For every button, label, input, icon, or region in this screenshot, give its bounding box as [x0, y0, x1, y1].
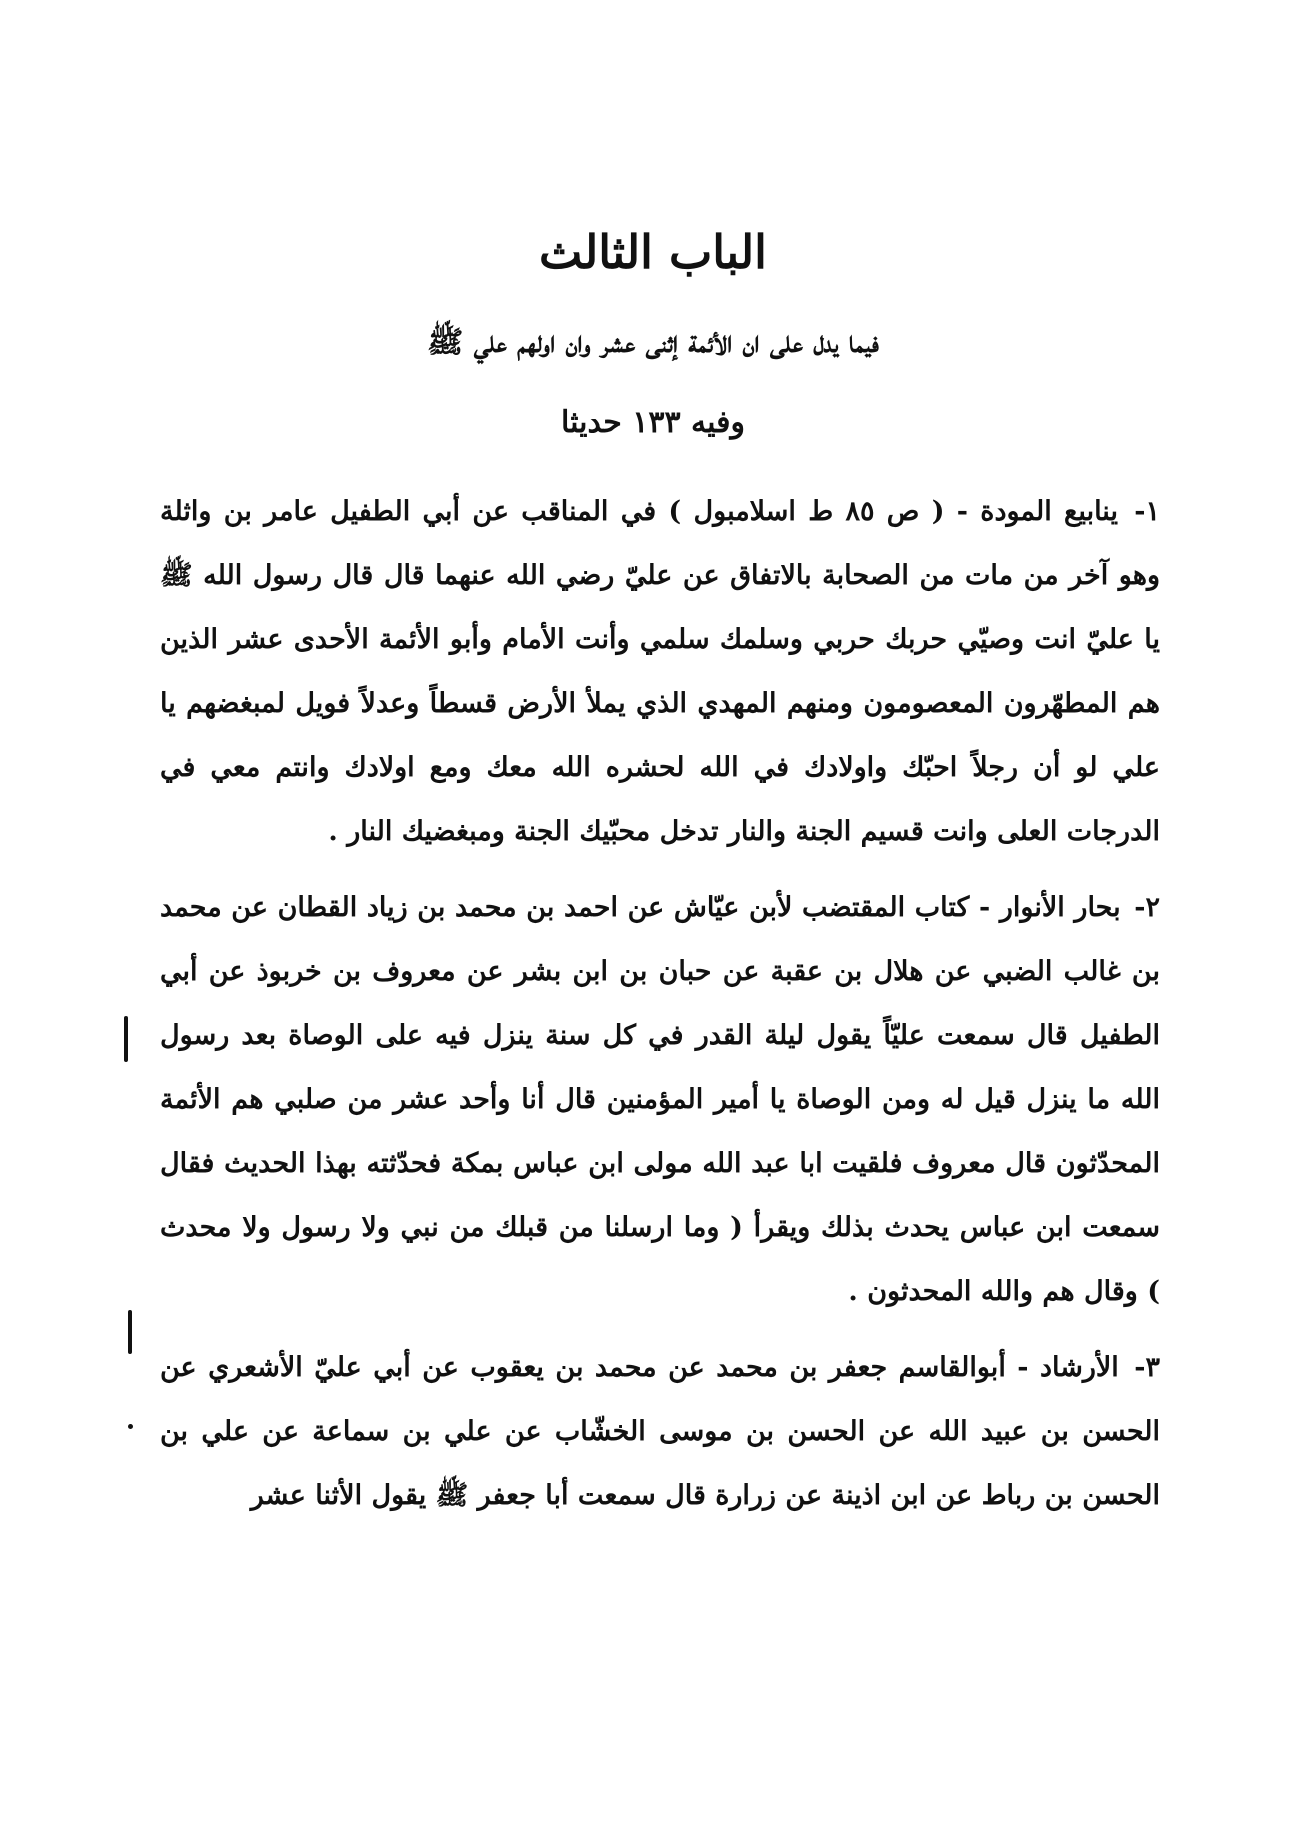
hadith-number: ٢- [1134, 892, 1160, 923]
chapter-subtitle: فيما يدل على ان الأئمة إثنى عشر وان اولهم علي ﷺ [427, 325, 879, 360]
hadith-paragraph-2 [160, 876, 1160, 1324]
hadith-count: وفيه ١٣٣ حديثا [560, 405, 746, 440]
hadith-text: ينابيع المودة - ( ص ٨٥ ط اسلامبول ) في المناقب عن أبي الطفيل عامر بن واثلة وهو آخر من مات من الصحابة بالاتفاق عن عليّ رضي الله عنهما قال قال رسول الله ﷺ يا عليّ انت وصيّي حربك حربي وسلمك سلمي وأنت الأمام وأبو الأئمة الأحدى عشر الذين هم المطهّرون المعصومون ومنهم المهدي الذي يملأ الأرض قسطاً وعدلاً فويل لمبغضهم يا علي لو أن رجلاً احبّك واولادك في الله لحشره الله معك ومع اولادك وانتم معي في الدرجات العلى وانت قسيم الجنة والنار تدخل محبّيك الجنة ومبغضيك النار . [160, 496, 1160, 847]
margin-mark [128, 1310, 132, 1354]
margin-dot [128, 1424, 133, 1429]
page-body [160, 480, 1160, 1540]
margin-mark [124, 1016, 128, 1062]
hadith-text: الأرشاد - أبوالقاسم جعفر بن محمد عن محمد بن يعقوب عن أبي عليّ الأشعري عن الحسن بن عبيد الله عن الحسن بن موسى الخشّاب عن علي بن سماعة عن علي بن الحسن بن رباط عن ابن اذينة عن زرارة قال سمعت أبا جعفر ﷺ يقول الأثنا عشر [160, 1352, 1160, 1511]
hadith-number: ١- [1134, 496, 1160, 527]
hadith-paragraph-3 [160, 1336, 1160, 1528]
hadith-paragraph-1 [160, 480, 1160, 864]
chapter-title: الباب الثالث [539, 225, 767, 279]
hadith-text: بحار الأنوار - كتاب المقتضب لأبن عيّاش عن احمد بن محمد بن زياد القطان عن محمد بن غالب الضبي عن هلال بن عقبة عن حبان بن ابن بشر عن معروف بن خربوذ عن أبي الطفيل قال سمعت عليّاً يقول ليلة القدر في كل سنة ينزل فيه على الوصاة بعد رسول الله ما ينزل قيل له ومن الوصاة يا أمير المؤمنين قال أنا وأحد عشر من صلبي هم الأئمة المحدّثون قال معروف فلقيت ابا عبد الله مولى ابن عباس بمكة فحدّثته بهذا الحديث فقال سمعت ابن عباس يحدث بذلك ويقرأ ( وما ارسلنا من قبلك من نبي ولا رسول ولا محدث ) وقال هم والله المحدثون . [160, 892, 1160, 1307]
hadith-number: ٣- [1134, 1352, 1161, 1383]
